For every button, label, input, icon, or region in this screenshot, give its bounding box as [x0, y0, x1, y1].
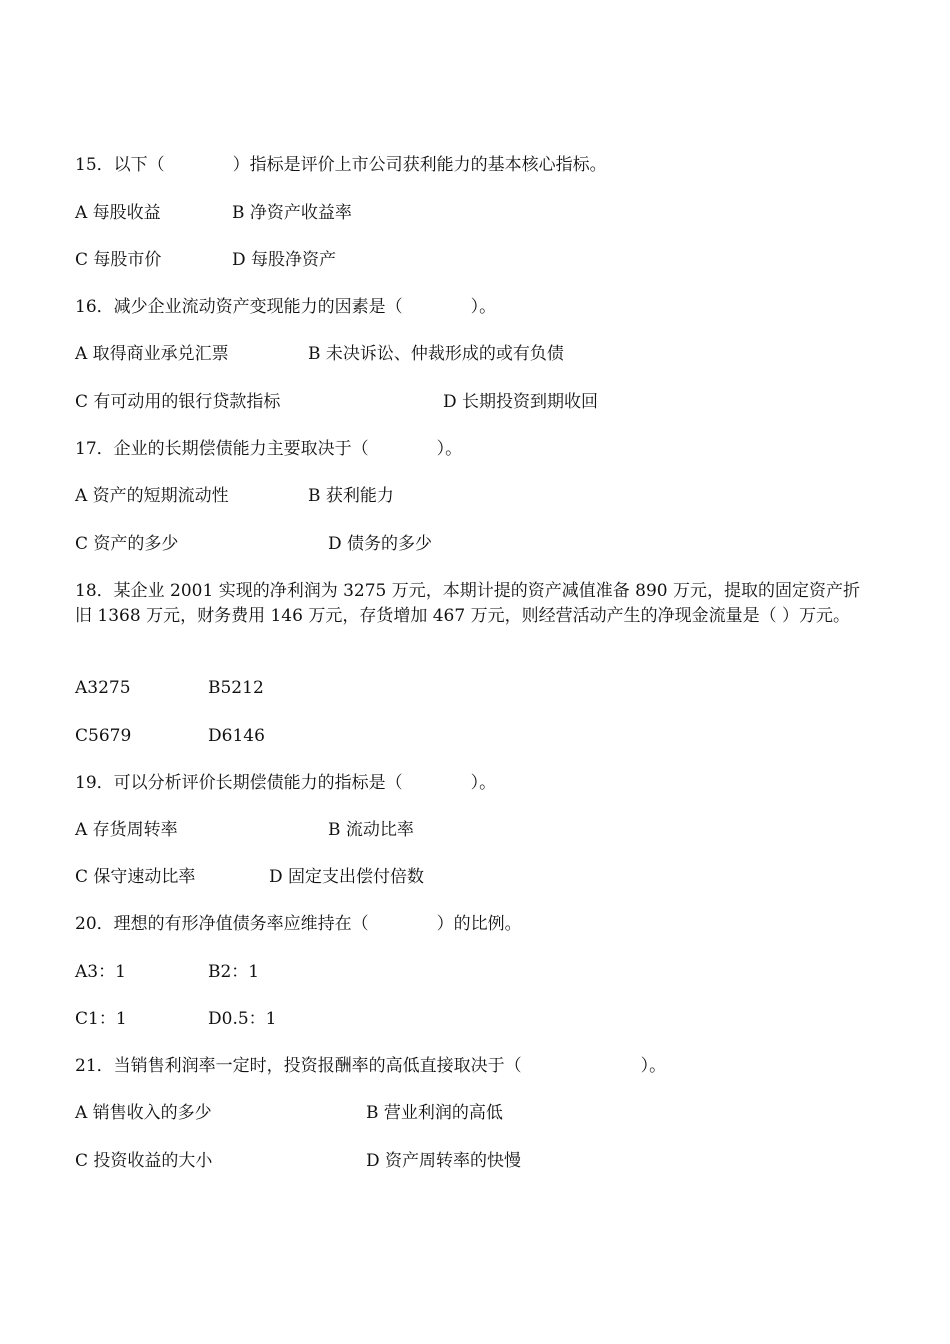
question-15-option-a: A 每股收益 [75, 203, 161, 223]
question-15-option-d: D 每股净资产 [232, 250, 337, 270]
question-21-option-c: C 投资收益的大小 [75, 1151, 213, 1171]
question-18-option-b: B5212 [208, 678, 264, 698]
question-17-option-a: A 资产的短期流动性 [75, 486, 229, 506]
question-18-option-a: A3275 [75, 678, 131, 698]
question-21-option-a: A 销售收入的多少 [75, 1103, 212, 1123]
question-17-option-c: C 资产的多少 [75, 534, 179, 554]
question-18-option-d: D6146 [208, 726, 265, 746]
question-15-option-b: B 净资产收益率 [232, 203, 352, 223]
question-21-option-d: D 资产周转率的快慢 [366, 1151, 522, 1171]
question-19-option-b: B 流动比率 [328, 820, 414, 840]
question-20-option-b: B2：1 [208, 962, 260, 982]
question-19-option-d: D 固定支出偿付倍数 [269, 867, 425, 887]
question-19-stem: 19．可以分析评价长期偿债能力的指标是（ ）。 [75, 773, 497, 793]
question-16-option-c: C 有可动用的银行贷款指标 [75, 392, 281, 412]
question-20-option-a: A3：1 [75, 962, 126, 982]
question-16-stem: 16．减少企业流动资产变现能力的因素是（ ）。 [75, 297, 497, 317]
question-21-stem: 21．当销售利润率一定时，投资报酬率的高低直接取决于（ ）。 [75, 1056, 667, 1076]
question-16-option-a: A 取得商业承兑汇票 [75, 344, 229, 364]
question-19-option-a: A 存货周转率 [75, 820, 178, 840]
question-15-stem: 15．以下（ ）指标是评价上市公司获利能力的基本核心指标。 [75, 155, 607, 175]
question-20-option-c: C1：1 [75, 1009, 127, 1029]
question-16-option-b: B 未决诉讼、仲裁形成的或有负债 [308, 344, 564, 364]
question-16-option-d: D 长期投资到期收回 [443, 392, 599, 412]
question-18-option-c: C5679 [75, 726, 132, 746]
question-20-stem: 20．理想的有形净值债务率应维持在（ ）的比例。 [75, 914, 522, 934]
question-17-stem: 17．企业的长期偿债能力主要取决于（ ）。 [75, 439, 463, 459]
question-19-option-c: C 保守速动比率 [75, 867, 196, 887]
question-17-option-b: B 获利能力 [308, 486, 394, 506]
question-20-option-d: D0.5：1 [208, 1009, 277, 1029]
question-18-stem: 18．某企业 2001 实现的净利润为 3275 万元，本期计提的资产减值准备 890 万元，提取的固定资产折旧 1368 万元，财务费用 146 万元，存货增加 467 万元，则经营活动产生的净现金流量是（ ）万元。 [75, 581, 861, 626]
question-21-option-b: B 营业利润的高低 [366, 1103, 503, 1123]
question-17-option-d: D 债务的多少 [328, 534, 433, 554]
question-15-option-c: C 每股市价 [75, 250, 162, 270]
